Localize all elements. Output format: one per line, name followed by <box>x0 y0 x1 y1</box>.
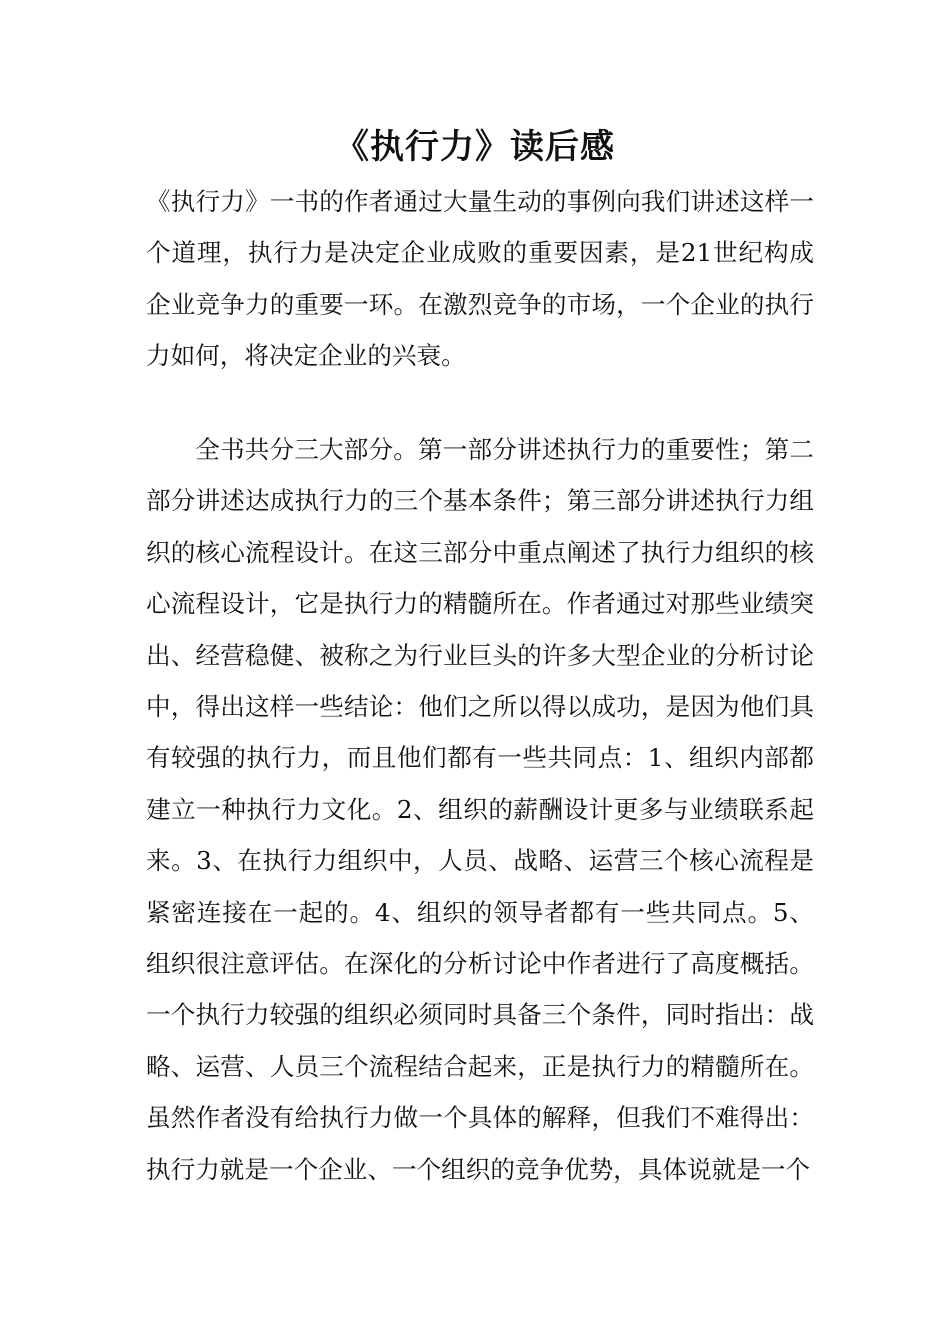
paragraph-intro: 《执行力》一书的作者通过大量生动的事例向我们讲述这样一个道理，执行力是决定企业成败的重要因素，是21世纪构成企业竞争力的重要一环。在激烈竞争的市场，一个企业的执行力如何，将决定企业的兴衰。 <box>146 187 814 371</box>
document-title: 《执行力》读后感 <box>335 127 615 167</box>
paragraph-summary: 全书共分三大部分。第一部分讲述执行力的重要性；第二部分讲述达成执行力的三个基本条件；第三部分讲述执行力组织的核心流程设计。在这三部分中重点阐述了执行力组织的核心流程设计，它是执行力的精髓所在。作者通过对那些业绩突出、经营稳健、被称之为行业巨头的许多大型企业的分析讨论中，得出这样一些结论：他们之所以得以成功，是因为他们具有较强的执行力，而且他们都有一些共同点：1、组织内部都建立一种执行力文化。2、组织的薪酬设计更多与业绩联系起来。3、在执行力组织中，人员、战略、运营三个核心流程是紧密连接在一起的。4、组织的领导者都有一些共同点。5、组织很注意评估。在深化的分析讨论中作者进行了高度概括。一个执行力较强的组织必须同时具备三个条件，同时指出：战略、运营、人员三个流程结合起来，正是执行力的精髓所在。虽然作者没有给执行力做一个具体的解释，但我们不难得出：执行力就是一个企业、一个组织的竞争优势，具体说就是一个 <box>146 435 814 1184</box>
